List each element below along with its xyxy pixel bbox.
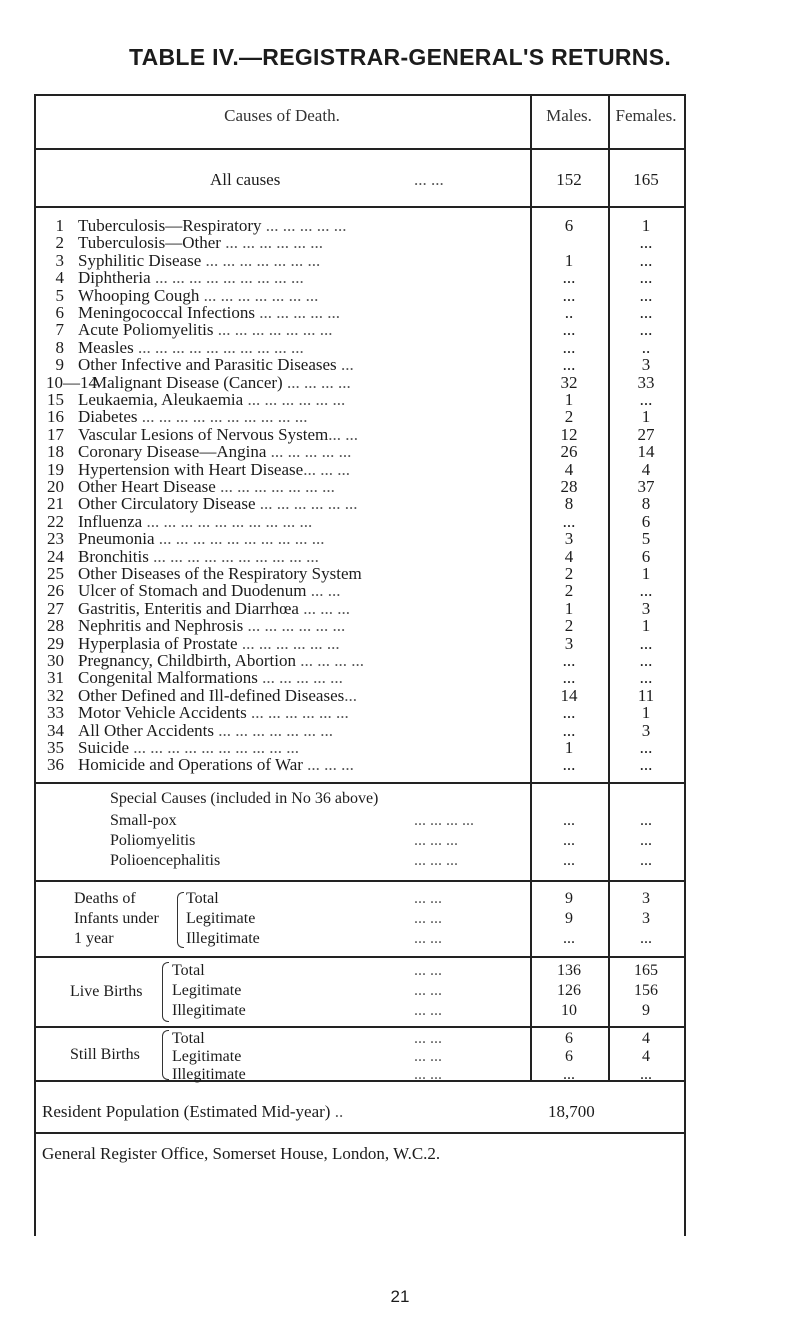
cause-number: 32 [47,685,64,705]
special-item-dots: ... ... ... ... [414,812,474,829]
infant_deaths-item-label: Legitimate [186,910,256,927]
header-causes: Causes of Death. [224,106,340,125]
cause-text: Vascular Lesions of Nervous System [78,424,329,444]
still_births-females-value: 4 [642,1048,650,1065]
cause-dots: ... ... ... ... ... ... ... ... ... ... [154,529,325,549]
males-value: 3 [564,529,574,549]
page-number: 21 [390,1287,410,1306]
males-value: 12 [560,424,578,444]
cause-label [78,755,354,775]
special-item-label: Small-pox [110,812,177,829]
females-value: ... [639,268,653,288]
cause-dots: ... ... ... ... ... ... ... ... ... ... [142,511,313,531]
special-males-value: ... [563,852,575,869]
live_births-males-value: 126 [557,982,581,999]
cause-text: Diphtheria [78,268,151,288]
live_births-males-value: 136 [557,962,581,979]
females-value: ... [639,738,653,757]
females-value: 3 [641,598,651,618]
still_births-item-dots: ... ... [414,1030,442,1047]
males-value: 28 [560,477,578,496]
males-value: 32 [560,372,578,392]
cause-text: Hyperplasia of Prostate [78,633,238,653]
males-value: ... [562,720,576,740]
cause-number: 30 [47,651,64,670]
females-value: 3 [641,355,651,375]
all-causes-label: All causes [210,170,281,189]
cause-number: 29 [47,633,64,653]
rule-top [34,94,686,96]
cause-number: 7 [55,320,64,340]
rule-infant [34,880,686,882]
cause-text: Malignant Disease (Cancer) [92,372,283,392]
still_births-item-label: Total [172,1030,205,1047]
cause-row [34,755,686,775]
population-row [42,1102,682,1122]
females-value: 1 [641,564,651,583]
special-females-value: ... [640,852,652,869]
cause-text: Homicide and Operations of War [78,755,303,775]
females-value: ... [639,285,653,305]
males-value: 4 [564,459,574,479]
cause-number: 15 [47,390,64,409]
cause-number: 31 [47,668,64,688]
special-item-dots: ... ... ... [414,832,458,849]
infant_deaths-females-value: 3 [642,910,650,927]
cause-number: 34 [47,720,64,740]
infant_deaths-males-value: ... [563,930,575,947]
females-value: 11 [637,685,655,705]
special-females-value: ... [640,812,652,829]
live_births-females-value: 165 [634,962,658,979]
special-males-value: ... [563,832,575,849]
males-value: ... [562,703,576,723]
returns-table [34,94,766,1236]
cause-dots: ... ... ... ... ... ... ... ... ... ... [129,738,299,757]
cause-text: Other Heart Disease [78,477,216,496]
infant-label-3: 1 year [74,930,114,947]
cause-dots: ... ... ... ... [282,372,351,392]
infant_deaths-item-label: Total [186,890,219,907]
infant_deaths-row [34,908,686,928]
cause-number: 5 [55,285,64,305]
cause-text: Tuberculosis—Respiratory [78,216,262,235]
females-value: 6 [641,511,651,531]
females-value: 1 [641,216,651,235]
cause-text: Other Defined and Ill-defined Diseases [78,685,345,705]
live_births-females-value: 156 [634,982,658,999]
males-value: 2 [564,616,574,636]
cause-dots: ... ... ... ... ... ... ... [199,285,319,305]
live_births-females-value: 9 [642,1002,650,1019]
infant-label-1: Deaths of [74,890,136,907]
cause-dots: ... [344,685,357,705]
rule-all-causes [34,206,686,208]
cause-dots: ... ... ... [302,755,354,775]
cause-number: 18 [47,442,64,462]
males-value: 3 [564,633,574,653]
live_births-row [34,1000,686,1020]
all-causes-row [34,170,686,190]
infant_deaths-row [34,888,686,908]
cause-dots: ... ... ... [303,459,350,479]
cause-number: 25 [47,564,64,583]
still_births-row [34,1028,686,1048]
live_births-item-label: Legitimate [172,982,242,999]
cause-dots: ... ... ... ... ... ... ... [213,320,333,340]
cause-text: Gastritis, Enteritis and Diarrhœa [78,598,299,618]
rule-live [34,956,686,958]
cause-dots: ... ... ... ... ... ... [237,633,340,653]
cause-dots: ... ... ... ... ... ... ... ... ... ... [137,407,308,427]
females-value: .. [641,337,651,357]
special-males-value: ... [563,812,575,829]
cause-text: Tuberculosis—Other [78,233,221,253]
males-value: ... [562,668,576,688]
cause-dots: ... ... ... ... [296,651,364,670]
females-value: 6 [641,546,651,566]
cause-dots: ... ... ... ... ... [261,216,347,235]
cause-number: 4 [55,268,64,288]
infant_deaths-males-value: 9 [565,910,573,927]
males-value: 2 [564,407,574,427]
cause-number: 35 [47,738,64,757]
still_births-males-value: ... [563,1066,575,1083]
cause-number: 9 [55,355,64,375]
females-value: ... [639,250,653,270]
males-value: 1 [564,598,574,618]
females-value: 33 [637,372,655,392]
males-value: 1 [564,250,574,270]
cause-dots: ... ... ... ... ... ... ... [201,250,321,270]
still-births-label: Still Births [70,1046,140,1063]
females-value: 1 [641,703,651,723]
females-value: ... [639,320,653,340]
cause-number: 20 [47,477,64,496]
cause-number: 1 [55,216,64,235]
live_births-item-label: Total [172,962,205,979]
still_births-item-label: Legitimate [172,1048,242,1065]
cause-dots: ... ... ... ... ... ... [246,703,349,723]
cause-text: Diabetes [78,407,138,427]
females-value: ... [639,633,653,653]
cause-dots: ... ... ... ... ... [266,442,352,462]
cause-text: Syphilitic Disease [78,250,202,270]
special-heading: Special Causes (included in No 36 above) [110,790,379,807]
source-note: General Register Office, Somerset House, London, W.C.2. [42,1144,441,1163]
cause-dots: ... ... [328,424,358,444]
cause-number: 24 [47,546,64,566]
females-value: 14 [637,442,655,462]
cause-text: Acute Poliomyelitis [78,320,214,340]
females-value: 1 [641,616,651,636]
cause-dots: ... ... ... ... ... ... ... ... ... ... [148,546,319,566]
cause-text: Other Infective and Parasitic Diseases [78,355,337,375]
header-females: Females. [615,106,677,125]
females-value: 27 [637,424,655,444]
cause-text: Leukaemia, Aleukaemia [78,390,244,409]
females-value: 1 [641,407,651,427]
cause-number: 23 [47,529,64,549]
live_births-item-dots: ... ... [414,962,442,979]
males-value: 6 [564,216,574,235]
males-value: 4 [564,546,574,566]
still_births-males-value: 6 [565,1048,573,1065]
males-value: 2 [564,564,574,583]
special-item-label: Polioencephalitis [110,852,221,869]
males-value: 1 [564,738,574,757]
population-label: Resident Population (Estimated Mid-year) [42,1102,331,1121]
cause-number: 10—14 [46,372,97,392]
cause-dots: ... [336,355,354,375]
cause-dots: ... ... ... [298,598,350,618]
cause-text: Congenital Malformations [78,668,258,688]
cause-number: 19 [47,459,64,479]
cause-dots: ... ... ... ... ... ... ... [213,720,333,740]
cause-dots: ... ... [306,581,341,601]
header-males: Males. [546,106,592,125]
still_births-row [34,1064,686,1084]
still_births-item-dots: ... ... [414,1048,442,1065]
infant_deaths-row [34,928,686,948]
rule-header [34,148,686,150]
cause-number: 8 [55,337,64,357]
all-causes-females: 165 [633,170,659,189]
special-row [34,810,686,830]
cause-number: 6 [55,303,64,322]
live_births-item-label: Illegitimate [172,1002,246,1019]
males-value: ... [562,651,576,670]
males-value: ... [562,268,576,288]
cause-dots: ... ... ... ... ... [255,303,341,322]
males-value: ... [562,285,576,305]
still_births-item-dots: ... ... [414,1066,442,1083]
cause-number: 17 [47,424,64,444]
cause-text: Other Diseases of the Respiratory System [78,564,362,583]
rule-special [34,782,686,784]
cause-number: 36 [47,755,64,775]
cause-dots: ... ... ... ... ... ... ... ... ... [150,268,304,288]
males-value: 1 [564,390,574,409]
all-causes-dots: ... ... [414,170,444,189]
still_births-item-label: Illegitimate [172,1066,246,1083]
cause-number: 2 [55,233,64,253]
cause-text: Suicide [78,738,129,757]
females-value: 8 [641,494,651,514]
live_births-row [34,980,686,1000]
males-value: .. [564,303,574,322]
cause-dots: ... ... ... ... ... ... [243,616,346,636]
cause-dots: ... ... ... ... ... [257,668,343,688]
females-value: ... [639,303,653,322]
cause-text: Hypertension with Heart Disease [78,459,304,479]
females-value: ... [639,668,653,688]
cause-number: 28 [47,616,64,636]
females-value: 37 [637,477,655,496]
females-value: ... [639,755,653,775]
still_births-row [34,1046,686,1066]
cause-number: 27 [47,598,64,618]
infant_deaths-item-dots: ... ... [414,930,442,947]
cause-number: 26 [47,581,64,601]
males-value: ... [562,355,576,375]
special-item-dots: ... ... ... [414,852,458,869]
cause-text: Ulcer of Stomach and Duodenum [78,581,307,601]
cause-dots: ... ... ... ... ... ... [255,494,358,514]
population-dots: .. [330,1102,344,1121]
infant_deaths-item-label: Illegitimate [186,930,260,947]
cause-number: 33 [47,703,64,723]
cause-text: Whooping Cough [78,285,200,305]
cause-dots: ... ... ... ... ... ... ... [215,477,335,496]
cause-dots: ... ... ... ... ... ... [243,390,346,409]
females-value: 4 [641,459,651,479]
males-value: ... [562,755,576,775]
special-row [34,850,686,870]
cause-text: Coronary Disease—Angina [78,442,267,462]
cause-number: 22 [47,511,64,531]
infant_deaths-females-value: 3 [642,890,650,907]
live-births-label: Live Births [70,983,143,1000]
still_births-females-value: ... [640,1066,652,1083]
males-value: 8 [564,494,574,514]
population-value: 18,700 [548,1102,595,1121]
males-value: 14 [560,685,578,705]
infant_deaths-females-value: ... [640,930,652,947]
cause-dots: ... ... ... ... ... ... ... ... ... ... [133,337,304,357]
cause-text: Pregnancy, Childbirth, Abortion [78,651,296,670]
infant_deaths-item-dots: ... ... [414,910,442,927]
infant_deaths-item-dots: ... ... [414,890,442,907]
still_births-females-value: 4 [642,1030,650,1047]
cause-text: Motor Vehicle Accidents [78,703,247,723]
males-value: ... [562,337,576,357]
infant_deaths-males-value: 9 [565,890,573,907]
live_births-males-value: 10 [561,1002,577,1019]
live_births-row [34,960,686,980]
males-value: 26 [560,442,578,462]
special-item-label: Poliomyelitis [110,832,196,849]
females-value: ... [639,651,653,670]
males-value: 2 [564,581,574,601]
females-value: ... [639,581,653,601]
males-value: ... [562,511,576,531]
rule-population [34,1132,686,1134]
live_births-item-dots: ... ... [414,982,442,999]
special-row [34,830,686,850]
cause-number: 21 [47,494,64,514]
cause-text: Influenza [78,511,143,531]
still_births-males-value: 6 [565,1030,573,1047]
females-value: ... [639,390,653,409]
females-value: 5 [641,529,651,549]
cause-number: 3 [55,250,64,270]
cause-text: Nephritis and Nephrosis [78,616,244,636]
cause-text: Meningococcal Infections [78,303,256,322]
cause-text: All Other Accidents [78,720,214,740]
females-value: ... [639,233,653,253]
infant-label-2: Infants under [74,910,159,927]
page-title: TABLE IV.—REGISTRAR-GENERAL'S RETURNS. [128,44,672,70]
cause-dots: ... ... ... ... ... ... [220,233,323,253]
all-causes-males: 152 [556,170,582,189]
cause-text: Other Circulatory Disease [78,494,256,514]
live_births-item-dots: ... ... [414,1002,442,1019]
cause-text: Bronchitis [78,546,149,566]
special-females-value: ... [640,832,652,849]
females-value: 3 [641,720,651,740]
cause-text: Pneumonia [78,529,155,549]
cause-text: Measles [78,337,134,357]
cause-number: 16 [47,407,64,427]
males-value: ... [562,320,576,340]
